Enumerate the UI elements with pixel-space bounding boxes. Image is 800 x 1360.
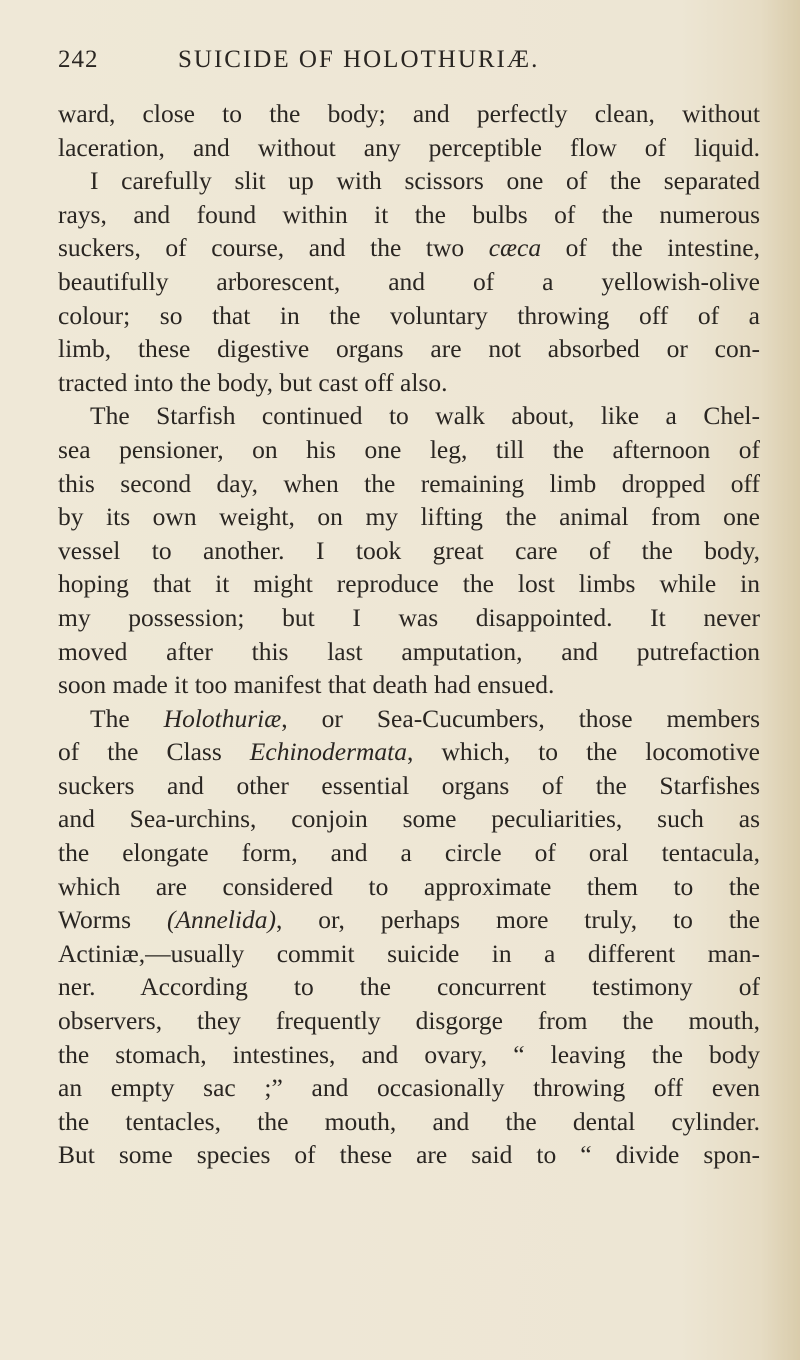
text-line: hoping that it might reproduce the lost limbs while in [58,569,760,599]
text-line: an empty sac ;” and occasionally throwing off even [58,1073,760,1103]
text-line: suckers, of course, and the two cæca of the intestine, [58,233,760,263]
text-line: Actiniæ,—usually commit suicide in a different man- [58,938,760,968]
text-line: beautifully arborescent, and of a yellowish-olive [58,266,760,296]
text-line: observers, they frequently disgorge from the mouth, [58,1006,760,1036]
text-line: moved after this last amputation, and putrefaction [58,636,760,666]
text-line: The Starfish continued to walk about, like a Chel- [90,401,760,431]
text-line: Worms (Annelida), or, perhaps more truly, to the [58,905,760,935]
text-line: suckers and other essential organs of the Starfishes [58,770,760,800]
running-title: SUICIDE OF HOLOTHURIÆ. [178,46,540,73]
text-line: limb, these digestive organs are not absorbed or con- [58,334,760,364]
text-line: tracted into the body, but cast off also. [58,367,448,397]
text-line: by its own weight, on my lifting the animal from one [58,502,760,532]
text-line: The Holothuriæ, or Sea-Cucumbers, those members [90,703,760,733]
text-line: ward, close to the body; and perfectly clean, without [58,99,760,128]
text-line: the stomach, intestines, and ovary, “ leaving the body [58,1039,760,1069]
text-line: laceration, and without any perceptible flow of liquid. [58,132,760,162]
text-line: colour; so that in the voluntary throwing off of a [58,300,760,330]
text-line: the elongate form, and a circle of oral tentacula, [58,838,760,868]
page-header [58,46,758,86]
text-line: soon made it too manifest that death had ensued. [58,670,555,700]
text-line: I carefully slit up with scissors one of the separated [90,166,760,196]
page-number: 242 [58,46,99,73]
text-line: sea pensioner, on his one leg, till the afternoon of [58,434,760,464]
text-line: vessel to another. I took great care of the body, [58,535,760,565]
text-line: the tentacles, the mouth, and the dental cylinder. [58,1106,760,1136]
body-text [58,97,760,1172]
text-line: this second day, when the remaining limb dropped off [58,468,760,498]
text-line: which are considered to approximate them to the [58,871,760,901]
text-line: rays, and found within it the bulbs of the numerous [58,199,760,229]
text-line: But some species of these are said to “ divide spon- [58,1140,760,1170]
text-line: and Sea-urchins, conjoin some peculiarities, such as [58,804,760,834]
text-line: of the Class Echinodermata, which, to the locomotive [58,737,760,767]
text-line: my possession; but I was disappointed. It never [58,602,760,632]
text-line: ner. According to the concurrent testimony of [58,972,760,1002]
